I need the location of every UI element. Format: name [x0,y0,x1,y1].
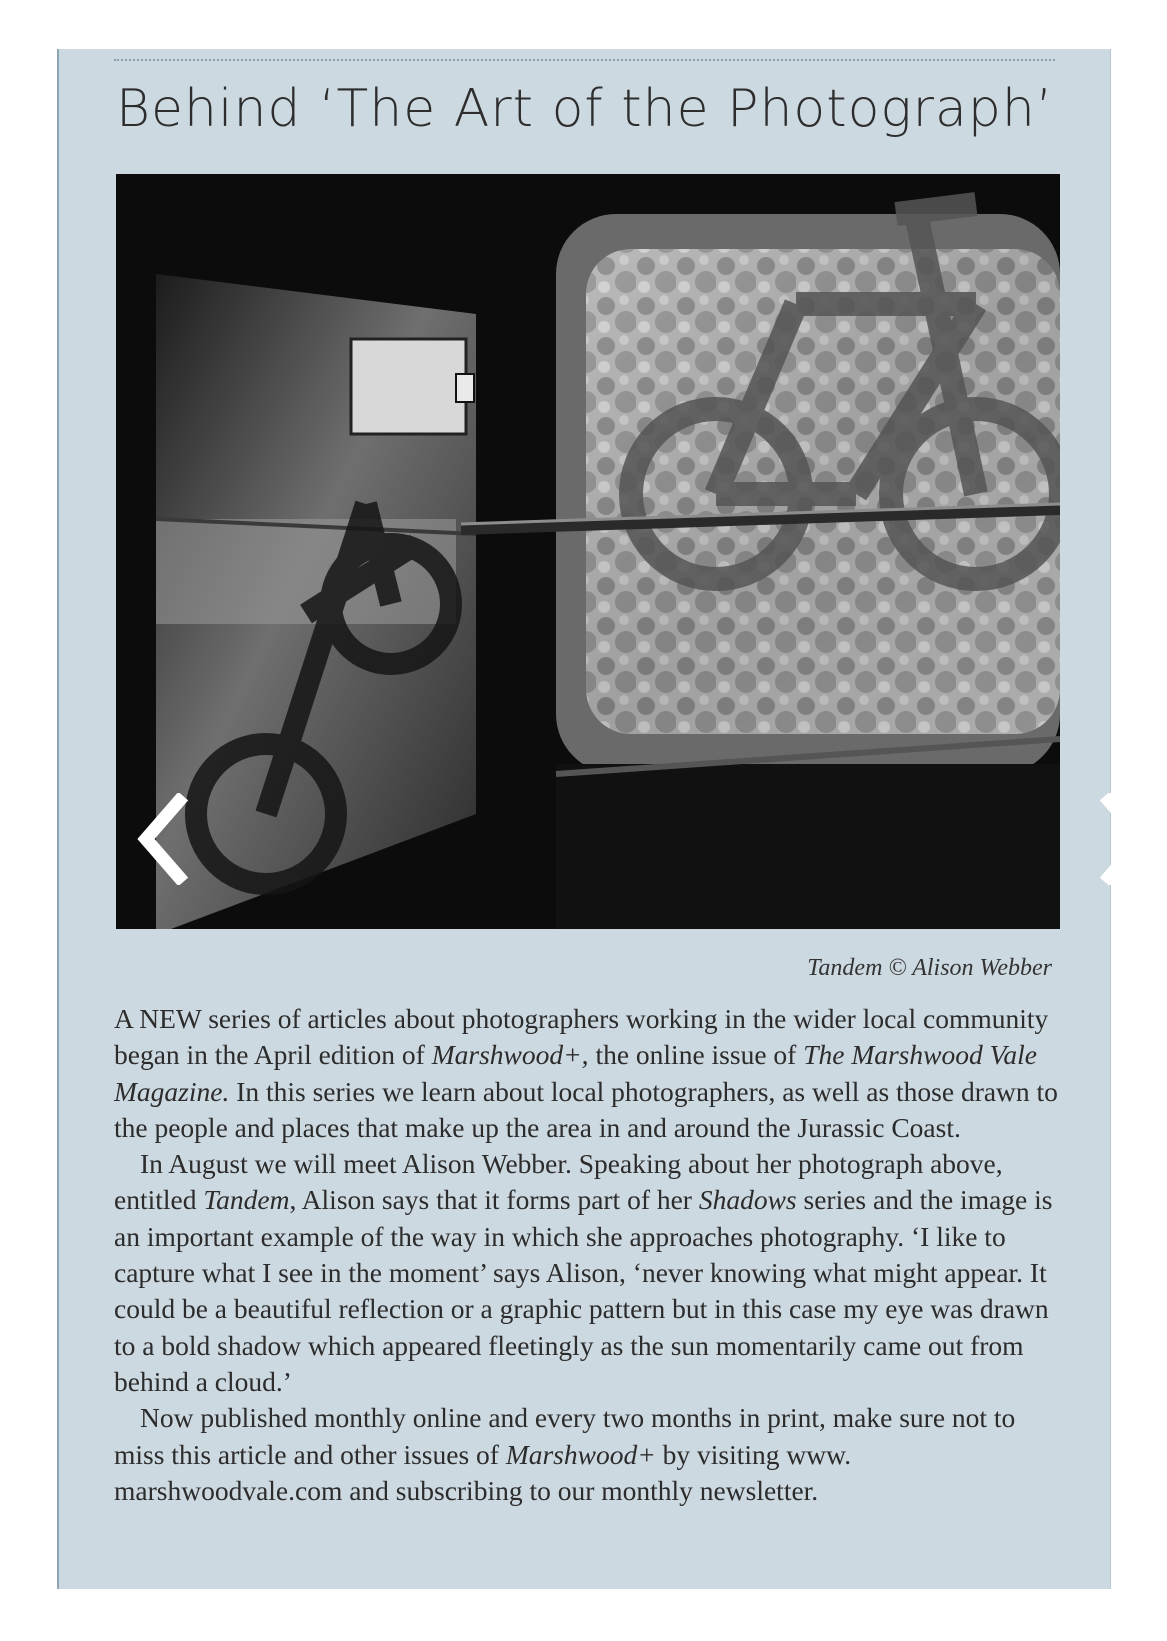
next-photo-button[interactable] [1089,789,1159,889]
photo-title-ref: Tandem [203,1184,290,1216]
publication-name: Marshwood+, [431,1039,589,1071]
caption-title: Tandem [807,955,883,981]
train-window-photo [116,174,1060,929]
previous-photo-button[interactable] [129,789,199,889]
chevron-left-icon [134,793,194,885]
carousel-photo[interactable] [116,174,1060,929]
chevron-right-icon [1094,793,1154,885]
caption-credit: © Alison Webber [888,955,1052,981]
page-title: Behind ‘The Art of the Photograph’ [116,79,1054,139]
paragraph-alison: In August we will meet Alison Webber. Speaking about her photograph above, entitled Tandem, Alison says that it forms part of her Shadows series and the image is an important example of the way in which she approaches photography. ‘I like to capture what I see in the moment’ says Alison, ‘never knowing what might appear. It could be a beautiful reflection or a graphic pattern but in this case my eye was drawn to a bold shadow which appeared fleetingly as the sun momentarily came out from behind a cloud.’ [114,1148,1053,1397]
article-panel [57,49,1111,1589]
paragraph-intro: A NEW series of articles about photographers working in the wider local community began in the April edition of Marshwood+, the online issue of The Marshwood Vale Magazine. In this series we learn about local photographers, as well as those drawn to the people and places that make up the area in and around the Jurassic Coast. [114,1003,1058,1143]
series-name: Shadows [698,1184,797,1216]
publication-name-2: Marshwood+ [505,1438,656,1470]
paragraph-subscribe: Now published monthly online and every two months in print, make sure not to miss this article and other issues of Marshwood+ by visiting www. marshwoodvale.com and subscribing to our monthly newsletter. [114,1402,1016,1506]
photo-caption [807,955,1052,982]
article-body [114,1001,1069,1509]
magazine-name: The Marshwood Vale Magazine. [114,1039,1037,1107]
dotted-divider [114,59,1055,61]
